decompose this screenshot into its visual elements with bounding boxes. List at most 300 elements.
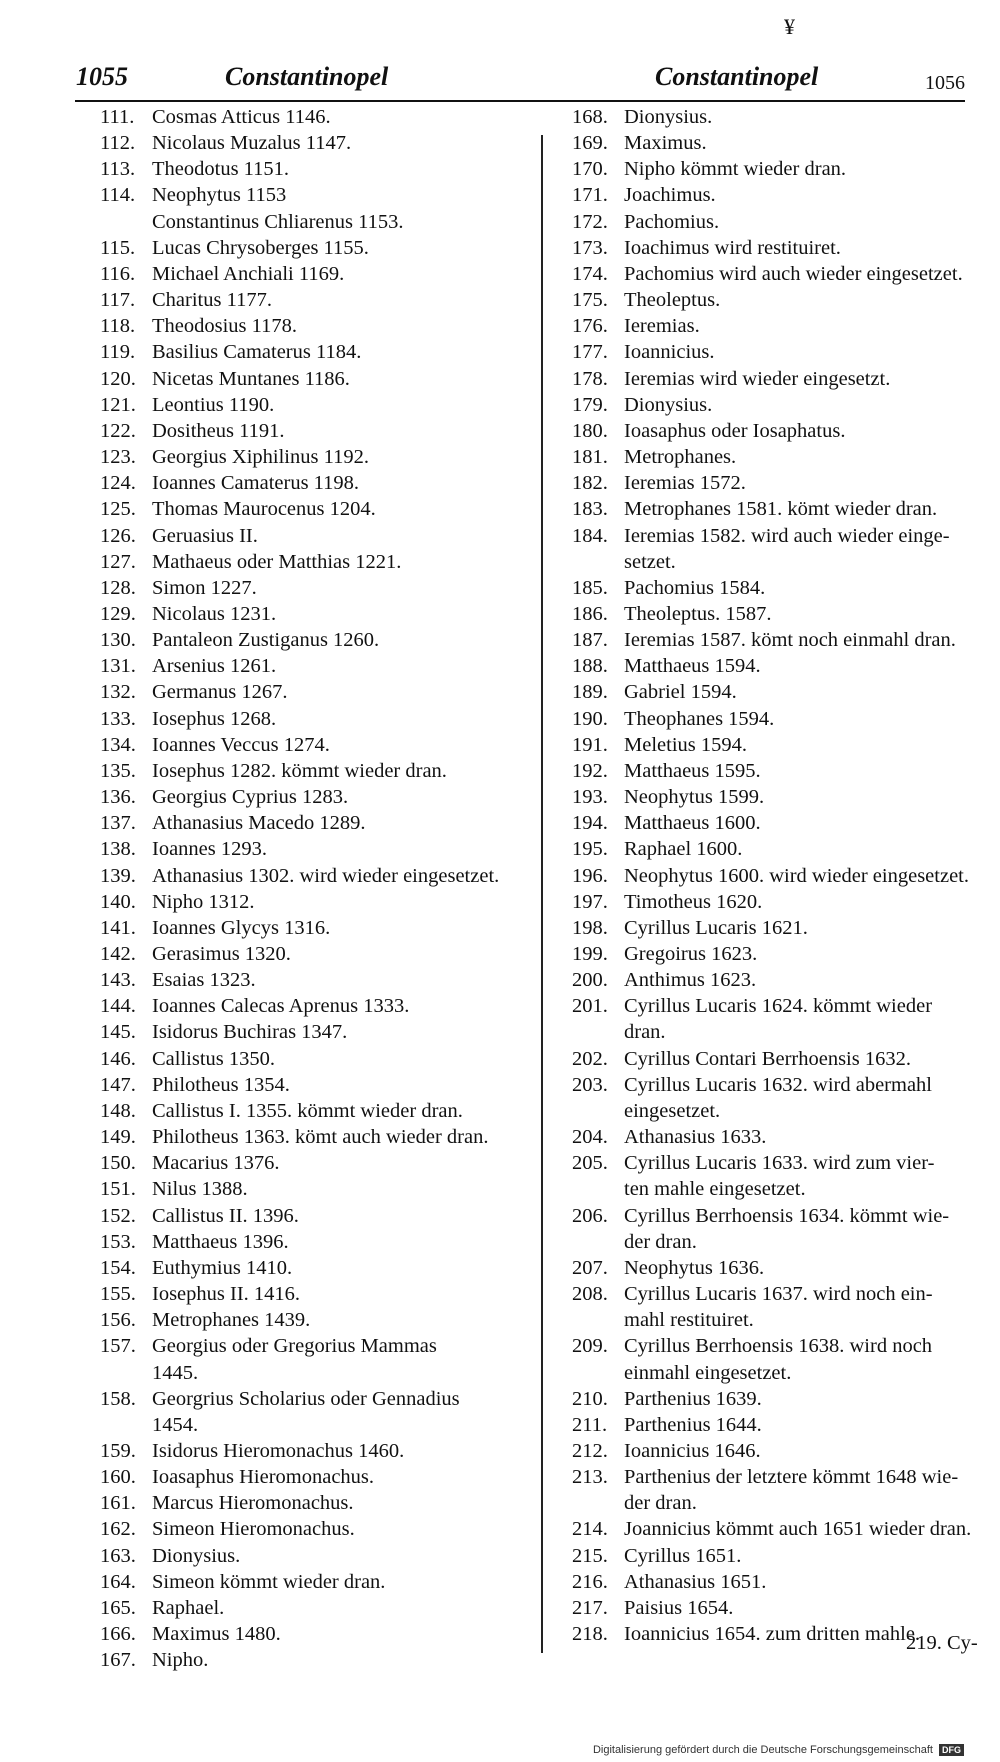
entry-number: 129. (100, 602, 136, 625)
entry-number: 181. (572, 446, 608, 469)
entry-number: 152. (100, 1204, 136, 1227)
entry-text: Ioannes Calecas Aprenus 1333. (152, 995, 410, 1018)
list-item (100, 1490, 538, 1516)
entry-number: 145. (100, 1021, 136, 1044)
list-item (100, 1203, 538, 1229)
entry-number: 176. (572, 315, 608, 338)
list-item (100, 1124, 538, 1150)
entry-text: Cosmas Atticus 1146. (152, 106, 331, 128)
entry-number: 134. (100, 733, 136, 756)
entry-text: Callistus 1350. (152, 1047, 276, 1070)
list-item (572, 1046, 982, 1072)
page-number-right: 1056 (925, 72, 965, 94)
list-item (100, 1386, 538, 1438)
entry-text: Arsenius 1261. (152, 655, 277, 678)
entry-text: Georgrius Scholarius oder Gennadius 1454. (152, 1387, 460, 1436)
list-item (572, 418, 982, 444)
entry-number: 119. (100, 341, 136, 364)
list-item (572, 1333, 982, 1385)
list-item (572, 470, 982, 496)
entry-text: Dionysius. (152, 1544, 241, 1567)
entry-text: Ioannes Camaterus 1198. (152, 472, 360, 495)
entry-text: Joachimus. (624, 184, 716, 207)
entry-text: Dionysius. (624, 106, 713, 128)
entry-number: 123. (100, 446, 136, 469)
list-item (100, 1569, 538, 1595)
entry-text: Ioasaphus Hieromonachus. (152, 1466, 375, 1489)
entry-text: Nicolaus Muzalus 1147. (152, 132, 352, 155)
entry-number: 138. (100, 838, 136, 861)
list-item (100, 679, 538, 705)
entry-number: 128. (100, 576, 136, 599)
entry-text: Neophytus 1153 Constantinus Chliarenus 1153. (152, 184, 404, 233)
list-item (100, 1464, 538, 1490)
entry-number: 207. (572, 1256, 608, 1279)
list-item (572, 366, 982, 392)
list-item (100, 915, 538, 941)
entry-text: Lucas Chrysoberges 1155. (152, 236, 369, 259)
list-item (100, 1046, 538, 1072)
entry-text: Euthymius 1410. (152, 1256, 293, 1279)
entry-text: Pantaleon Zustiganus 1260. (152, 629, 380, 652)
list-item (100, 1516, 538, 1542)
entry-number: 148. (100, 1099, 136, 1122)
list-item (572, 1595, 982, 1621)
list-item (100, 784, 538, 810)
entry-text: Callistus II. 1396. (152, 1204, 299, 1227)
entry-number: 162. (100, 1518, 136, 1541)
entry-text: Nipho kömmt wieder dran. (624, 158, 847, 181)
entry-text: Ioannes Glycys 1316. (152, 916, 331, 939)
entry-number: 173. (572, 236, 608, 259)
entry-number: 195. (572, 838, 608, 861)
entry-text: Simeon kömmt wieder dran. (152, 1570, 386, 1593)
list-item (100, 758, 538, 784)
entry-number: 117. (100, 289, 136, 312)
entry-text: Callistus I. 1355. kömmt wieder dran. (152, 1099, 463, 1122)
entry-number: 180. (572, 419, 608, 442)
entry-number: 178. (572, 367, 608, 390)
list-item (572, 889, 982, 915)
entry-text: Cyrillus Berrhoensis 1638. wird noch einmahl eingesetzet. (624, 1335, 933, 1384)
entry-number: 124. (100, 472, 136, 495)
list-item (100, 863, 538, 889)
entry-number: 156. (100, 1309, 136, 1332)
entry-text: Ioannes 1293. (152, 838, 268, 861)
list-item (100, 261, 538, 287)
list-item (100, 130, 538, 156)
entry-text: Marcus Hieromonachus. (152, 1492, 354, 1515)
entry-text: Matthaeus 1396. (152, 1230, 289, 1253)
entry-text: Ieremias 1572. (624, 472, 746, 495)
list-item (572, 1543, 982, 1569)
list-item (100, 1621, 538, 1647)
entry-number: 132. (100, 681, 136, 704)
entry-text: Nicetas Muntanes 1186. (152, 367, 350, 390)
entry-number: 196. (572, 864, 608, 887)
list-item (572, 1412, 982, 1438)
entry-number: 208. (572, 1283, 608, 1306)
list-item (100, 496, 538, 522)
entry-text: Theophanes 1594. (624, 707, 775, 730)
entry-text: Theoleptus. 1587. (624, 602, 772, 625)
entry-number: 112. (100, 132, 136, 155)
entry-number: 204. (572, 1126, 608, 1149)
entry-text: Parthenius 1639. (624, 1387, 762, 1410)
entry-number: 116. (100, 262, 136, 285)
entry-text: Cyrillus Lucaris 1624. kömmt wieder dran. (624, 995, 933, 1044)
entry-number: 191. (572, 733, 608, 756)
entry-number: 165. (100, 1596, 136, 1619)
entry-text: Geruasius II. (152, 524, 258, 547)
entry-number: 185. (572, 576, 608, 599)
list-item (572, 496, 982, 522)
entry-number: 179. (572, 393, 608, 416)
list-item (100, 732, 538, 758)
list-item (100, 470, 538, 496)
list-item (572, 444, 982, 470)
list-item (100, 1176, 538, 1202)
entry-number: 159. (100, 1439, 136, 1462)
entry-text: Raphael. (152, 1596, 225, 1619)
list-item (100, 967, 538, 993)
entry-text: Theoleptus. (624, 289, 721, 312)
entry-text: Germanus 1267. (152, 681, 288, 704)
entry-text: Georgius oder Gregorius Mammas 1445. (152, 1335, 437, 1384)
list-item (100, 1098, 538, 1124)
list-item (100, 104, 538, 130)
entry-text: Athanasius Macedo 1289. (152, 812, 366, 835)
entry-number: 216. (572, 1570, 608, 1593)
entry-number: 155. (100, 1283, 136, 1306)
list-item (572, 235, 982, 261)
footer (593, 1744, 964, 1756)
list-item (572, 156, 982, 182)
running-title-left: Constantinopel (225, 62, 389, 91)
list-item (572, 104, 982, 130)
entry-number: 133. (100, 707, 136, 730)
entry-number: 140. (100, 890, 136, 913)
entry-text: Iosephus II. 1416. (152, 1283, 301, 1306)
list-item (100, 549, 538, 575)
entry-text: Isidorus Buchiras 1347. (152, 1021, 348, 1044)
list-item (572, 287, 982, 313)
entry-text: Cyrillus Contari Berrhoensis 1632. (624, 1047, 911, 1070)
list-item (100, 653, 538, 679)
entry-number: 183. (572, 498, 608, 521)
list-item (100, 889, 538, 915)
entry-text: Neophytus 1636. (624, 1256, 765, 1279)
entry-text: Ioannicius 1654. zum dritten mahle. (624, 1623, 921, 1646)
entry-number: 201. (572, 995, 608, 1018)
entry-text: Theodosius 1178. (152, 315, 298, 338)
list-item (572, 1124, 982, 1150)
entry-number: 199. (572, 943, 608, 965)
entry-number: 197. (572, 890, 608, 913)
entry-number: 205. (572, 1152, 608, 1175)
entry-text: Metrophanes 1581. kömt wieder dran. (624, 498, 938, 521)
list-item (572, 1072, 982, 1124)
entry-number: 161. (100, 1492, 136, 1515)
entry-text: Isidorus Hieromonachus 1460. (152, 1439, 405, 1462)
entry-text: Iosephus 1282. kömmt wieder dran. (152, 759, 447, 782)
list-item (100, 392, 538, 418)
entry-number: 211. (572, 1413, 608, 1436)
list-item (100, 810, 538, 836)
list-item (100, 627, 538, 653)
list-item (100, 287, 538, 313)
list-item (100, 941, 538, 967)
entry-number: 194. (572, 812, 608, 835)
entry-text: Cyrillus Berrhoensis 1634. kömmt wie- der dran. (624, 1204, 950, 1253)
entry-text: Anthimus 1623. (624, 969, 757, 992)
entry-text: Neophytus 1600. wird wieder eingesetzet. (624, 864, 969, 887)
entry-number: 198. (572, 916, 608, 939)
entry-text: Georgius Cyprius 1283. (152, 786, 349, 809)
list-item (572, 758, 982, 784)
entry-number: 135. (100, 759, 136, 782)
entry-number: 118. (100, 315, 136, 338)
running-title-right: Constantinopel (655, 62, 819, 91)
entry-number: 151. (100, 1178, 136, 1201)
list-item (100, 444, 538, 470)
list-item (100, 418, 538, 444)
entry-text: Philotheus 1363. kömt auch wieder dran. (152, 1126, 489, 1149)
list-item (572, 915, 982, 941)
entry-number: 200. (572, 969, 608, 992)
entry-text: Charitus 1177. (152, 289, 272, 312)
entry-text: Athanasius 1633. (624, 1126, 767, 1149)
list-item (100, 313, 538, 339)
list-item (100, 706, 538, 732)
entry-text: Ieremias 1587. kömt noch einmahl dran. (624, 629, 956, 652)
list-item (100, 1307, 538, 1333)
list-item (100, 1595, 538, 1621)
entry-text: Nipho. (152, 1649, 209, 1672)
entry-number: 169. (572, 132, 608, 155)
entry-number: 186. (572, 602, 608, 625)
list-item (100, 1019, 538, 1045)
entry-number: 139. (100, 864, 136, 887)
entry-text: Timotheus 1620. (624, 890, 763, 913)
list-item (572, 993, 982, 1045)
entry-number: 215. (572, 1544, 608, 1567)
entry-text: Neophytus 1599. (624, 786, 765, 809)
list-item (100, 1333, 538, 1385)
entry-number: 217. (572, 1596, 608, 1619)
entry-number: 113. (100, 158, 136, 181)
entry-number: 190. (572, 707, 608, 730)
entry-number: 126. (100, 524, 136, 547)
entry-number: 177. (572, 341, 608, 364)
entry-text: Nicolaus 1231. (152, 602, 277, 625)
entry-text: Thomas Maurocenus 1204. (152, 498, 376, 521)
list-item (572, 392, 982, 418)
entry-number: 115. (100, 236, 136, 259)
entry-number: 121. (100, 393, 136, 416)
list-item (100, 1438, 538, 1464)
list-item (572, 863, 982, 889)
list-item (572, 810, 982, 836)
entry-text: Matthaeus 1594. (624, 655, 761, 678)
entry-number: 166. (100, 1623, 136, 1646)
entry-text: Mathaeus oder Matthias 1221. (152, 550, 402, 573)
left-column (100, 104, 538, 1673)
list-item (100, 1543, 538, 1569)
entry-number: 157. (100, 1335, 136, 1358)
entry-text: Matthaeus 1600. (624, 812, 761, 835)
entry-number: 189. (572, 681, 608, 704)
entry-text: Nilus 1388. (152, 1178, 248, 1201)
entry-number: 141. (100, 916, 136, 939)
entry-text: Michael Anchiali 1169. (152, 262, 345, 285)
entry-number: 147. (100, 1073, 136, 1096)
top-mark: ¥ (784, 14, 795, 39)
list-item (572, 1386, 982, 1412)
entry-number: 122. (100, 419, 136, 442)
entry-text: Leontius 1190. (152, 393, 275, 416)
list-item (572, 627, 982, 653)
entry-text: Ioannicius 1646. (624, 1439, 761, 1462)
entry-number: 154. (100, 1256, 136, 1279)
entry-number: 168. (572, 106, 608, 128)
entry-text: Nipho 1312. (152, 890, 255, 913)
entry-text: Ioasaphus oder Iosaphatus. (624, 419, 846, 442)
list-item (572, 1438, 982, 1464)
entry-number: 143. (100, 969, 136, 992)
entry-number: 120. (100, 367, 136, 390)
entry-number: 193. (572, 786, 608, 809)
column-divider (541, 135, 543, 1653)
list-item (572, 313, 982, 339)
entry-number: 146. (100, 1047, 136, 1070)
list-item (572, 575, 982, 601)
entry-text: Ioannicius. (624, 341, 715, 364)
list-item (572, 653, 982, 679)
entry-number: 214. (572, 1518, 608, 1541)
list-item (100, 575, 538, 601)
entry-number: 182. (572, 472, 608, 495)
list-item (572, 967, 982, 993)
list-item (572, 1150, 982, 1202)
entry-text: Paisius 1654. (624, 1596, 734, 1619)
entry-text: Gregoirus 1623. (624, 943, 758, 965)
entry-text: Meletius 1594. (624, 733, 747, 756)
entry-number: 174. (572, 262, 608, 285)
entry-number: 218. (572, 1623, 608, 1646)
list-item (100, 182, 538, 234)
list-item (100, 235, 538, 261)
entry-text: Cyrillus 1651. (624, 1544, 742, 1567)
list-item (100, 1229, 538, 1255)
list-item (572, 1203, 982, 1255)
entry-number: 202. (572, 1047, 608, 1070)
entry-number: 144. (100, 995, 136, 1018)
list-item (572, 706, 982, 732)
entry-text: Simon 1227. (152, 576, 257, 599)
entry-number: 213. (572, 1466, 608, 1489)
entry-text: Ioannes Veccus 1274. (152, 733, 330, 756)
entry-number: 142. (100, 943, 136, 965)
entry-text: Matthaeus 1595. (624, 759, 761, 782)
entry-text: Theodotus 1151. (152, 158, 290, 181)
entry-text: Gerasimus 1320. (152, 943, 291, 965)
entry-number: 160. (100, 1466, 136, 1489)
list-item (100, 836, 538, 862)
list-item (100, 156, 538, 182)
entry-number: 149. (100, 1126, 136, 1149)
list-item (100, 1281, 538, 1307)
entry-text: Gabriel 1594. (624, 681, 737, 704)
entry-text: Raphael 1600. (624, 838, 743, 861)
entry-text: Parthenius 1644. (624, 1413, 762, 1436)
list-item (100, 1255, 538, 1281)
catchword: 219. Cy- (906, 1632, 978, 1654)
entry-text: Philotheus 1354. (152, 1073, 290, 1096)
list-item (100, 993, 538, 1019)
entry-number: 175. (572, 289, 608, 312)
entry-text: Metrophanes. (624, 446, 737, 469)
entry-number: 158. (100, 1387, 136, 1410)
entry-number: 171. (572, 184, 608, 207)
header-rule (75, 100, 965, 102)
entry-text: Pachomius. (624, 210, 720, 233)
list-item (572, 1569, 982, 1595)
entry-number: 153. (100, 1230, 136, 1253)
list-item (100, 339, 538, 365)
list-item (572, 679, 982, 705)
right-column (572, 104, 982, 1647)
dfg-logo: DFG (939, 1744, 964, 1756)
list-item (572, 1281, 982, 1333)
entry-text: Metrophanes 1439. (152, 1309, 311, 1332)
entry-number: 136. (100, 786, 136, 809)
entry-text: Parthenius der letztere kömmt 1648 wie- der dran. (624, 1466, 959, 1515)
list-item (572, 1255, 982, 1281)
list-item (572, 941, 982, 967)
list-item (100, 366, 538, 392)
entry-number: 114. (100, 184, 136, 207)
entry-text: Pachomius 1584. (624, 576, 766, 599)
entry-number: 125. (100, 498, 136, 521)
entry-text: Basilius Camaterus 1184. (152, 341, 362, 364)
entry-text: Iosephus 1268. (152, 707, 277, 730)
entry-number: 164. (100, 1570, 136, 1593)
entry-text: Ioachimus wird restituiret. (624, 236, 841, 259)
page-number-left: 1055 (76, 62, 128, 91)
entry-text: Joannicius kömmt auch 1651 wieder dran. (624, 1518, 972, 1541)
list-item (100, 1072, 538, 1098)
entry-number: 172. (572, 210, 608, 233)
list-item (572, 182, 982, 208)
list-item (572, 784, 982, 810)
list-item (572, 523, 982, 575)
entry-text: Macarius 1376. (152, 1152, 280, 1175)
list-item (100, 1647, 538, 1673)
entry-number: 111. (100, 106, 135, 128)
entry-text: Cyrillus Lucaris 1632. wird abermahl eingesetzet. (624, 1073, 933, 1122)
entry-number: 203. (572, 1073, 608, 1096)
entry-number: 192. (572, 759, 608, 782)
entry-text: Ieremias 1582. wird auch wieder einge- setzet. (624, 524, 950, 573)
entry-number: 163. (100, 1544, 136, 1567)
entry-number: 127. (100, 550, 136, 573)
list-item (100, 601, 538, 627)
entry-text: Esaias 1323. (152, 969, 256, 992)
entry-number: 137. (100, 812, 136, 835)
entry-text: Dionysius. (624, 393, 713, 416)
list-item (100, 1150, 538, 1176)
